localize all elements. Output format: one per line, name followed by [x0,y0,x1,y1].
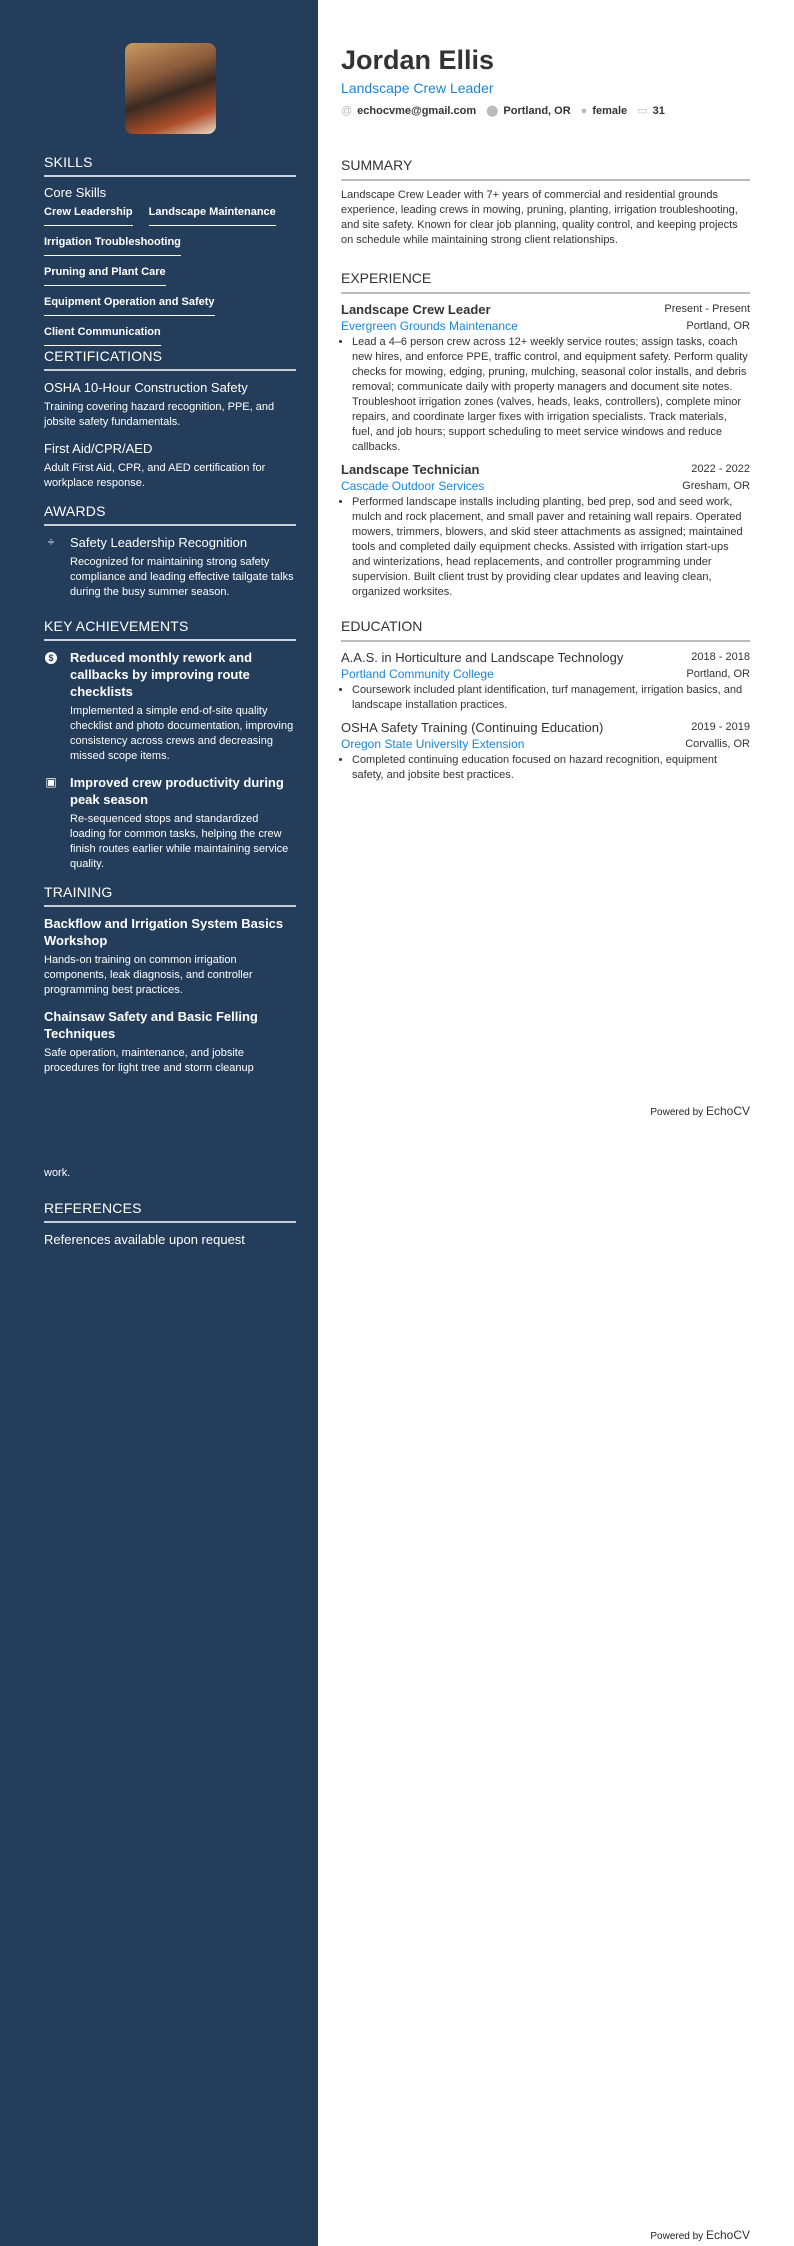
contact-row [341,104,750,117]
company: Cascade Outdoor Services [341,479,485,493]
training-section [44,884,296,1086]
section-heading: AWARDS [44,503,296,526]
achievement-title: Reduced monthly rework and callbacks by improving route checklists [70,650,253,699]
location-pin-icon: ⬤ [486,105,499,117]
powered-by-footer [650,2228,750,2242]
achievement-desc: Implemented a simple end-of-site quality checklist and photo documentation, improving consistency across crews and decreasing missed scope items. [70,705,294,762]
email-icon: @ [341,104,353,117]
main-content [341,0,750,789]
summary-text: Landscape Crew Leader with 7+ years of commercial and residential grounds experience, leading crews in mowing, pruning, planting, irrigation troubleshooting, and site safety. Known for clear job planning, quality control, and keeping projects on schedule while maintaining strong client relationships. [341,189,738,246]
bullet: • Lead a 4–6 person crew across 12+ weekly service routes; assign tasks, coach new hires, and enforce PPE, traffic control, and equipment safety. Perform quality checks for mowing, edging, pruning, mulching, seasonal color installs, and debris removal; communicate daily with property managers and document site notes. Troubleshoot irrigation zones (valves, heads, leaks, controllers), complete minor repairs, and coordinate larger fixes with irrigation specialists. Track materials, fuel, and job hours; support scheduling to meet service windows and reduce callbacks. [352,335,750,455]
powered-label: Powered by [650,1107,704,1118]
training-desc: Hands-on training on common irrigation components, leak diagnosis, and controller programming best practices. [44,954,253,996]
skill-tag: Crew Leadership [44,206,133,226]
degree: OSHA Safety Training (Continuing Education) [341,720,604,735]
skill-tag: Equipment Operation and Safety [44,296,215,316]
education-item [341,649,750,713]
references-text: References available upon request [44,1232,245,1247]
skill-tag: Pruning and Plant Care [44,266,166,286]
company: Evergreen Grounds Maintenance [341,319,518,333]
experience-item [341,461,750,600]
cert-title: First Aid/CPR/AED [44,441,153,456]
certifications-section [44,348,296,501]
summary-section [341,157,750,248]
divide-icon: ÷ [47,535,55,549]
skill-tag: Client Communication [44,326,161,346]
achievement-title: Improved crew productivity during peak season [70,775,284,807]
clipboard-icon: ▣ [45,775,57,789]
section-heading: TRAINING [44,884,296,907]
section-heading: SKILLS [44,154,296,177]
cert-desc: Adult First Aid, CPR, and AED certification for workplace response. [44,462,266,489]
age: 31 [652,105,665,117]
experience-section [341,270,750,600]
section-heading: EDUCATION [341,618,750,642]
location: Portland, OR [503,105,571,117]
section-heading: KEY ACHIEVEMENTS [44,618,296,641]
skill-tag: Irrigation Troubleshooting [44,236,181,256]
powered-by-footer [650,1104,750,1118]
education-section [341,618,750,783]
profile-photo [125,43,216,134]
skill-tag: Landscape Maintenance [149,206,276,226]
training-title: Backflow and Irrigation System Basics Workshop [44,916,284,948]
award-desc: Recognized for maintaining strong safety compliance and leading effective tailgate talks during the busy summer season. [70,556,294,598]
job-title: Landscape Crew Leader [341,80,494,96]
email[interactable]: echocvme@gmail.com [357,104,477,117]
section-heading: EXPERIENCE [341,270,750,294]
dates: Present - Present [664,303,750,315]
training-desc: work. [44,1167,71,1179]
section-heading: CERTIFICATIONS [44,348,296,371]
school: Portland Community College [341,667,494,681]
section-heading: REFERENCES [44,1200,296,1223]
role: Landscape Crew Leader [341,302,491,317]
education-item [341,719,750,783]
training-title: Chainsaw Safety and Basic Felling Techniques [44,1009,258,1041]
sidebar [0,0,318,2246]
dates: 2022 - 2022 [691,463,750,475]
training-desc: Safe operation, maintenance, and jobsite procedures for light tree and storm cleanup [44,1047,254,1074]
school: Oregon State University Extension [341,737,525,751]
cert-desc: Training covering hazard recognition, PPE, and jobsite safety fundamentals. [44,401,275,428]
location: Gresham, OR [682,480,750,492]
references-section [44,1200,296,1252]
brand-logo[interactable]: EchoCV [705,1104,750,1118]
skill-group-title: Core Skills [44,185,107,200]
candidate-name: Jordan Ellis [341,45,495,75]
location: Portland, OR [686,668,750,680]
cert-title: OSHA 10-Hour Construction Safety [44,380,248,395]
gender: female [592,104,628,117]
powered-label: Powered by [650,2231,704,2242]
skills-section [44,154,296,356]
dollar-icon: $ [44,649,58,774]
training-desc-continued [44,1166,296,1191]
section-heading: SUMMARY [341,157,750,181]
dates: 2018 - 2018 [691,651,750,663]
location: Portland, OR [686,320,750,332]
calendar-icon: ▭ [637,105,648,117]
bullet: • Coursework included plant identification, turf management, irrigation basics, and landscape installation practices. [352,683,750,713]
person-icon: ● [580,104,588,117]
award-title: Safety Leadership Recognition [70,535,248,550]
location: Corvallis, OR [685,738,750,750]
bullet: • Performed landscape installs including planting, bed prep, sod and seed work, mulch and rock placement, and small paver and retaining wall repairs. Operated mowers, trimmers, blowers, and skid steer attachments as assigned; maintained tools and completed daily equipment checks. Assisted with irrigation start-ups and winterizations, head replacements, and controller programming under supervision. Built client trust by providing clear updates and leaving clean, organized worksites. [352,495,750,600]
role: Landscape Technician [341,462,480,477]
awards-section [44,503,296,610]
dates: 2019 - 2019 [691,721,750,733]
achievement-desc: Re-sequenced stops and standardized loading for common tasks, helping the crew finish routes earlier while maintaining service quality. [70,813,289,870]
experience-item [341,301,750,455]
brand-logo[interactable]: EchoCV [705,2228,750,2242]
bullet: • Completed continuing education focused on hazard recognition, equipment safety, and jobsite best practices. [352,753,750,783]
achievements-section [44,618,296,882]
degree: A.A.S. in Horticulture and Landscape Technology [341,650,624,665]
